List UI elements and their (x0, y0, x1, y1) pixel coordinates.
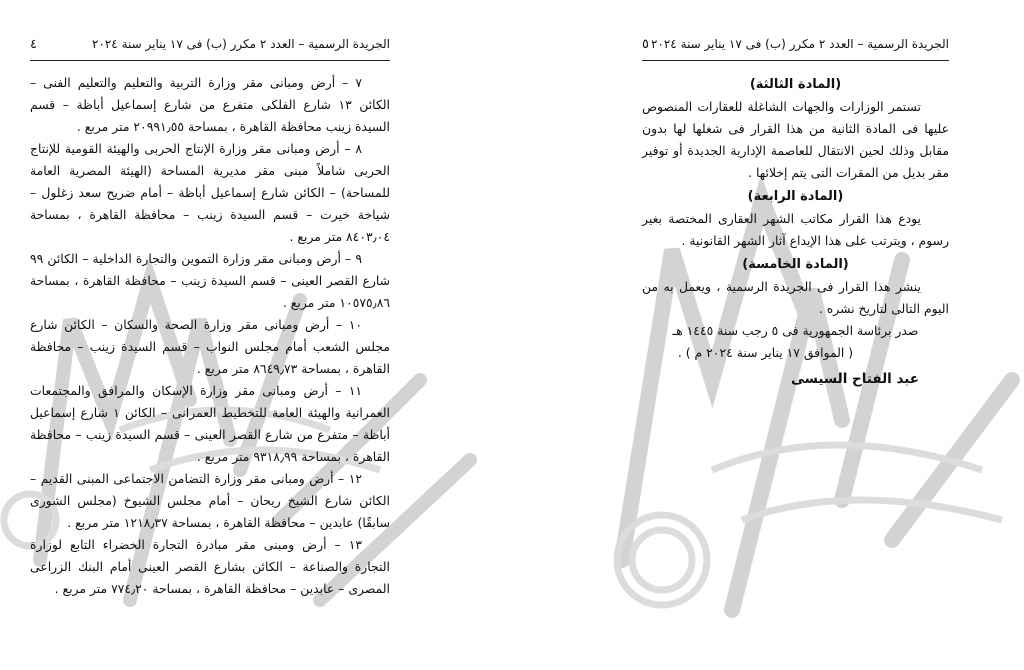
list-item: ١٠ – أرض ومبانى مقر وزارة الصحة والسكان – الكائن شارع مجلس الشعب أمام مجلس النواب – قسم السيدة زينب – محافظة القاهرة ، بمساحة ٨٦٤٩٫٧٣ متر مربع . (30, 317, 390, 376)
article-heading: (المادة الخامسة) (742, 257, 849, 272)
header-rule (642, 60, 949, 61)
article-heading: (المادة الرابعة) (747, 189, 844, 204)
header-title: الجريدة الرسمية – العدد ٢ مكرر (ب) فى ١٧ يناير سنة ٢٠٢٤ (650, 37, 949, 51)
header-rule (30, 60, 390, 61)
issued-line: صدر برئاسة الجمهورية فى ٥ رجب سنة ١٤٤٥ هـ (672, 323, 919, 338)
date-line: ( الموافق ١٧ يناير سنة ٢٠٢٤ م ) . (677, 345, 854, 360)
header-title: الجريدة الرسمية – العدد ٢ مكرر (ب) فى ١٧ يناير سنة ٢٠٢٤ (91, 37, 390, 51)
page-number: ٤ (30, 36, 37, 52)
list-item: ٩ – أرض ومبانى مقر وزارة التموين والتجارة الداخلية – الكائن ٩٩ شارع القصر العينى – قسم السيدة زينب – محافظة القاهرة ، بمساحة ١٠٥٧٥٫٨٦ متر مربع . (30, 251, 390, 310)
page-number: ٥ (642, 36, 649, 52)
article-text: ينشر هذا القرار فى الجريدة الرسمية ، ويعمل به من اليوم التالى لتاريخ نشره . (642, 279, 949, 316)
right-page (512, 0, 1024, 670)
list-item: ٧ – أرض ومبانى مقر وزارة التربية والتعليم والتعليم الفنى – الكائن ١٣ شارع الفلكى متفرع من شارع إسماعيل أباظة – قسم السيدة زينب محافظة القاهرة ، بمساحة ٢٠٩٩١٫٥٥ متر مربع . (30, 75, 390, 134)
list-item: ١٣ – أرض ومبنى مقر مبادرة التجارة الخضراء التابع لوزارة التجارة والصناعة – الكائن بشارع القصر العينى أمام البنك الزراعى المصرى – عابدين – محافظة القاهرة ، بمساحة ٧٧٤٫٢٠ متر مربع . (30, 537, 390, 596)
list-item: ٨ – أرض ومبانى مقر وزارة الإنتاج الحربى والهيئة القومية للإنتاج الحربى شاملاً مبنى مقر مديرية المساحة (الهيئة المصرية العامة للمساحة) – الكائن شارع إسماعيل أباظة – أمام ضريح سعد زغلول – شياخة خيرت – قسم السيدة زينب – محافظة القاهرة ، بمساحة ٨٤٠٣٫٠٤ متر مربع . (30, 141, 390, 244)
list-item: ١١ – أرض ومبانى مقر وزارة الإسكان والمرافق والمجتمعات العمرانية والهيئة العامة للتخطيط العمرانى – الكائن ١ شارع إسماعيل أباظة – متفرع من شارع القصر العينى – قسم السيدة زينب – محافظة القاهرة ، بمساحة ٩٣١٨٫٩٩ متر مربع . (30, 383, 390, 464)
signature: عبد الفتاح السيسى (791, 371, 919, 387)
article-text: تستمر الوزارات والجهات الشاغلة للعقارات المنصوص عليها فى المادة الثانية من هذا القرار فى شغلها لها بدون مقابل وذلك لحين الانتقال للعاصمة الإدارية الجديدة أو توفير مقر بديل من المقرات التى يتم إخلائها . (642, 99, 949, 180)
article-text: يودع هذا القرار مكاتب الشهر العقارى المختصة بغير رسوم ، ويترتب على هذا الإيداع آثار الشهر القانونية . (642, 211, 949, 248)
document-body (642, 72, 949, 390)
article-heading: (المادة الثالثة) (749, 77, 842, 92)
page-header (30, 34, 390, 54)
list-item: ١٢ – أرض ومبانى مقر وزارة التضامن الاجتماعى المبنى القديم – الكائن شارع الشيخ ريحان – أمام مجلس الشيوخ (مجلس الشورى سابقًا) عابدين – محافظة القاهرة ، بمساحة ١٢١٨٫٣٧ متر مربع . (30, 471, 390, 530)
document-body (30, 72, 390, 600)
page-header (642, 34, 949, 54)
